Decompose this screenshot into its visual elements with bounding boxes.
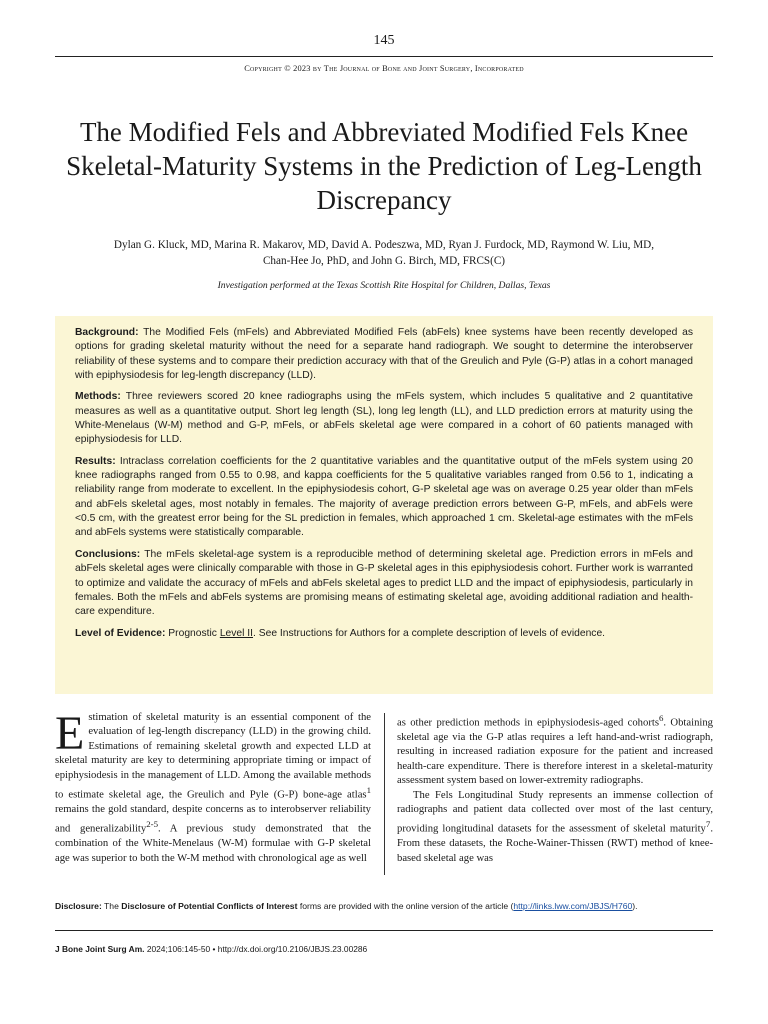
body-paragraph: [55, 707, 371, 866]
drop-cap: E: [55, 707, 85, 760]
citation-ref[interactable]: 6: [658, 713, 664, 723]
journal-name: J Bone Joint Surg Am.: [55, 944, 145, 954]
level-text-before: Prognostic: [168, 627, 217, 639]
disclosure-text: forms are provided with the online version of the article (: [297, 901, 514, 911]
methods-label: Methods:: [75, 391, 121, 403]
page-number: 145: [373, 33, 395, 48]
level-text-after: . See Instructions for Authors for a complete description of levels of evidence.: [253, 627, 606, 639]
header-rule: [55, 56, 713, 57]
disclosure-link[interactable]: http://links.lww.com/JBJS/H760: [513, 901, 633, 911]
background-label: Background:: [75, 327, 139, 338]
footer-rule: [55, 930, 713, 931]
body-column-left: [55, 707, 371, 866]
column-divider: [384, 713, 385, 875]
body-text: remains the gold standard, despite concerns as to interobserver reliability and generalizability: [55, 803, 371, 835]
body-text: stimation of skeletal maturity is an essential component of the evaluation of leg-length discrepancy (LLD) in the growing child. Estimations of remaining skeletal growth and expected LLD at skeletal maturity are key to determining appropriate timing or impact of epiphysiodesis in the management of LLD. Among the available methods to estimate skeletal age, the Greulich and Pyle (G-P) bone-age atlas: [55, 712, 371, 801]
conclusions-text: The mFels skeletal-age system is a reproducible method of determining skeletal age. Prediction errors in mFels and abFels skeletal ages were clinically comparable with those in G-P skeletal ages in this epiphysiodesis cohort. Further work is warranted to optimize and validate the accuracy of mFels and abFels skeletal ages to predict LLD and the impact of epiphysiodesis, particularly in females. Both the mFels and abFels systems are promising means of estimating skeletal age, avoiding additional radiation and health-care expenditure.: [75, 548, 693, 618]
background-text: The Modified Fels (mFels) and Abbreviated Modified Fels (abFels) knee systems have been recently developed as options for grading skeletal maturity without the need for a separate hand radiograph. We sought to determine the interobserver reliability of these systems and to compare their prediction accuracy with that of the Greulich and Pyle (G-P) atlas in a cohort managed with epiphysiodesis for leg-length discrepancy (LLD).: [75, 327, 693, 382]
authors-line-1: Dylan G. Kluck, MD, Marina R. Makarov, MD, David A. Podeszwa, MD, Ryan J. Furdock, MD, Raymond W. Liu, MD,: [113, 239, 655, 251]
body-text: . A previous study demonstrated that the combination of the White-Menelaus (W-M) formulae with G-P skeletal age was superior to both the W-M method with chronological age as well: [55, 823, 371, 864]
citation-ref[interactable]: 1: [366, 785, 371, 796]
institution-note: Investigation performed at the Texas Scottish Rite Hospital for Children, Dallas, Texas: [217, 280, 551, 291]
body-column-right: [397, 711, 713, 866]
citation-line: [55, 944, 713, 954]
abstract-results: [75, 455, 693, 541]
body-paragraph: [397, 789, 713, 867]
body-text: . From these datasets, the Roche-Wainer-Thissen (RWT) method of knee-based skeletal age was: [397, 823, 713, 864]
author-list: [70, 237, 698, 269]
level-link[interactable]: Level II: [219, 627, 254, 639]
copyright-line: Copyright © 2023 by The Journal of Bone and Joint Surgery, Incorporated: [244, 64, 524, 73]
abstract-box: [55, 316, 713, 694]
level-label: Level of Evidence:: [75, 627, 166, 639]
article-title: The Modified Fels and Abbreviated Modified Fels Knee Skeletal-Maturity Systems in the Prediction of Leg-Length Discrepancy: [66, 117, 702, 215]
citation-ref[interactable]: 7: [705, 819, 711, 830]
disclosure-text: ).: [632, 901, 638, 911]
abstract-conclusions: [75, 548, 693, 620]
citation-ref[interactable]: 2-5: [146, 819, 158, 830]
results-text: Intraclass correlation coefficients for the 2 quantitative variables and the quantitative output of the mFels system using 20 knee radiographs ranged from 0.55 to 0.98, and kappa coefficients for the 5 qualitative variables ranged from 0.56 to 1, indicating a reliability range from moderate to excellent. In the epiphysiodesis cohort, G-P skeletal age was on average 0.25 year older than mFels and abFels skeletal ages, most notably in females. The majority of average prediction errors between G-P, mFels, and abFels were <0.5 cm, with the greatest error being for the SL prediction in females, which approached 1 cm. Skeletal-age estimates with the mFels and abFels systems were statistically comparable.: [75, 455, 693, 539]
authors-line-2: Chan-Hee Jo, PhD, and John G. Birch, MD, FRCS(C): [262, 255, 506, 267]
disclosure-label: Disclosure:: [55, 901, 102, 911]
citation-text: 2024;106:145-50 • http://dx.doi.org/10.2106/JBJS.23.00286: [144, 944, 368, 954]
body-text: as other prediction methods in epiphysiodesis-aged cohorts: [397, 717, 659, 729]
results-label: Results:: [75, 455, 116, 467]
abstract-methods: [75, 390, 693, 447]
conclusions-label: Conclusions:: [75, 548, 141, 560]
disclosure-text: The: [101, 901, 122, 911]
methods-text: Three reviewers scored 20 knee radiographs using the mFels system, which includes 5 qualitative and 2 quantitative measures as well as a quantitative output. Short leg length (SL), long leg length (LL), and LLD prediction errors at maturity using the White-Menelaus (W-M) method and G-P, mFels, or abFels skeletal age were compared in a cohort of 60 patients managed with epiphysiodesis for LLD.: [75, 391, 693, 446]
disclosure-note: [55, 900, 713, 912]
abstract-level-of-evidence: [75, 627, 693, 641]
abstract-background: [75, 326, 693, 383]
body-text: . Obtaining skeletal age via the G-P atlas requires a left hand-and-wrist radiograph, resulting in increased radiation exposure for the patient and increased health-care expenditure. There is therefore interest in a skeletal-maturity assessment system based on lower-extremity radiographs.: [397, 717, 713, 787]
disclosure-bold-text: Disclosure of Potential Conflicts of Interest: [121, 901, 298, 911]
body-paragraph: [397, 711, 713, 789]
body-text: The Fels Longitudinal Study represents an immense collection of radiographs and patient data collected over most of the last century, providing longitudinal datasets for the assessment of skeletal maturity: [397, 789, 713, 835]
